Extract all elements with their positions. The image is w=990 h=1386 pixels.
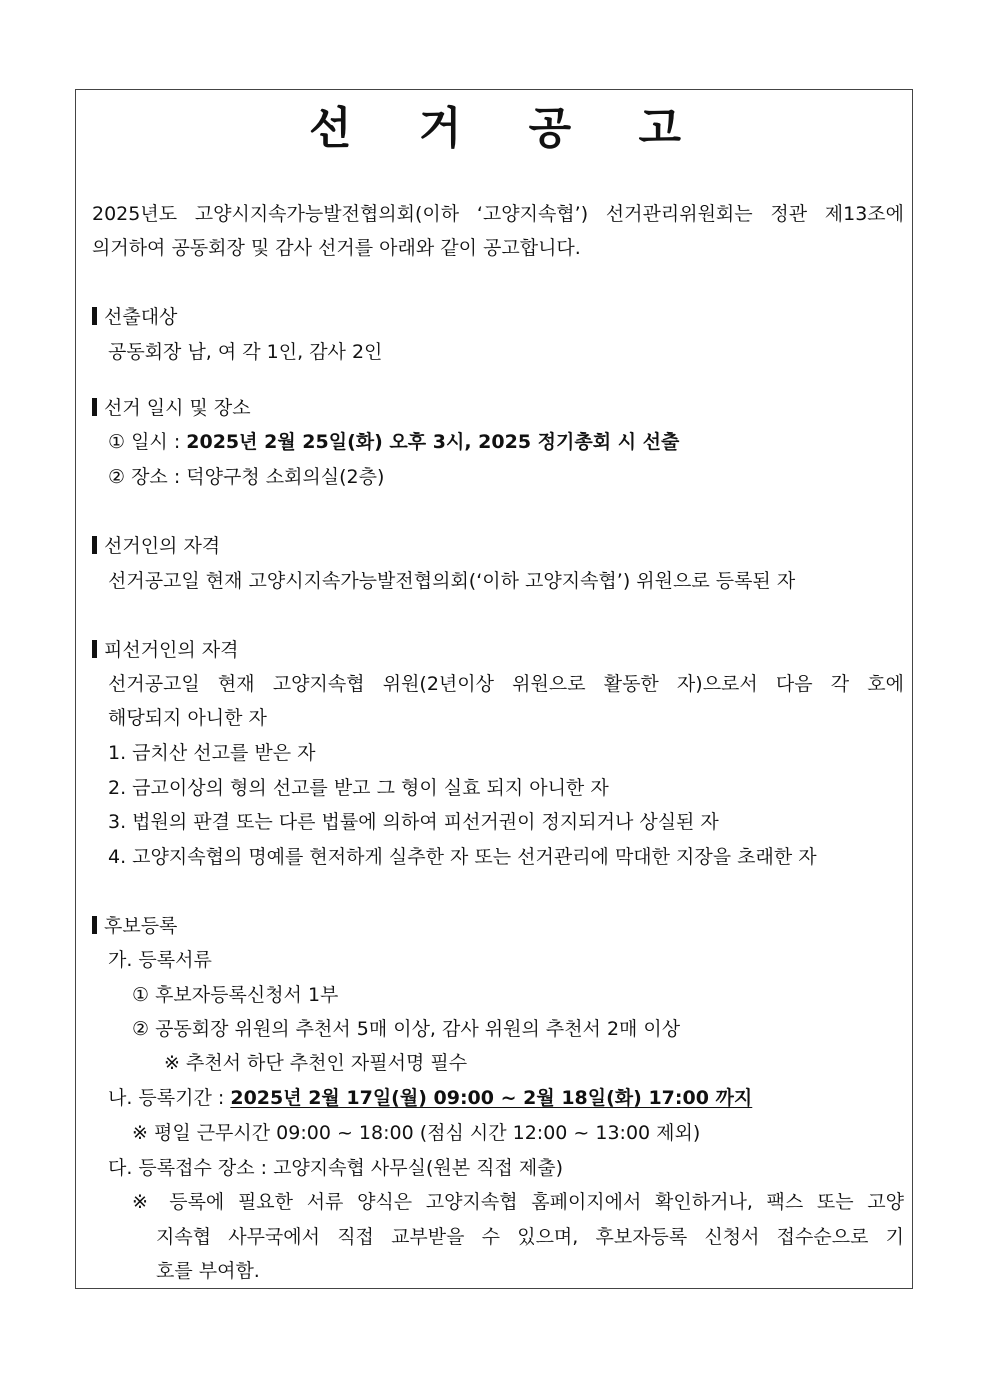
voter-body: 선거공고일 현재 고양시지속가능발전협의회(‘이하 고양지속협’) 위원으로 등록된 자	[108, 570, 796, 592]
heading-bar-icon	[92, 640, 97, 658]
heading-bar-icon	[92, 307, 97, 325]
registration-ga-item-1: ① 후보자등록신청서 1부	[132, 984, 339, 1006]
section-heading-target	[92, 305, 177, 329]
section-heading-schedule	[92, 396, 251, 420]
target-body: 공동회장 남, 여 각 1인, 감사 2인	[108, 341, 383, 363]
candidate-body-1: 선거공고일 현재 고양지속협 위원(2년이상 위원으로 활동한 자)으로서 다음 각 호에	[108, 673, 905, 695]
section-heading-text: 피선거인의 자격	[104, 639, 239, 661]
schedule-date-value: 2025년 2월 25일(화) 오후 3시, 2025 정기총회 시 선출	[186, 431, 680, 453]
registration-da-note-2: 지속협 사무국에서 직접 교부받을 수 있으며, 후보자등록 신청서 접수순으로 기	[156, 1226, 904, 1248]
page-title: 선 거 공 고	[309, 103, 707, 154]
section-heading-candidate	[92, 638, 239, 662]
section-heading-voter	[92, 534, 220, 558]
section-heading-text: 후보등록	[104, 915, 178, 937]
list-item: 3. 법원의 판결 또는 다른 법률에 의하여 피선거권이 정지되거나 상실된 자	[108, 811, 719, 833]
section-heading-text: 선거 일시 및 장소	[104, 397, 251, 419]
registration-ga: 가. 등록서류	[108, 949, 212, 971]
heading-bar-icon	[92, 916, 97, 934]
list-item: 4. 고양지속협의 명예를 현저하게 실추한 자 또는 선거관리에 막대한 지장을 초래한 자	[108, 846, 817, 868]
registration-period-label: 나. 등록기간 :	[108, 1087, 231, 1109]
registration-period-value: 2025년 2월 17일(월) 09:00 ~ 2월 18일(화) 17:00 까지	[230, 1087, 753, 1109]
section-heading-text: 선거인의 자격	[104, 535, 221, 557]
registration-ga-item-2: ② 공동회장 위원의 추천서 5매 이상, 감사 위원의 추천서 2매 이상	[132, 1018, 681, 1040]
registration-da-note-3: 호를 부여함.	[156, 1260, 260, 1282]
heading-bar-icon	[92, 536, 97, 554]
intro-line-2: 의거하여 공동회장 및 감사 선거를 아래와 같이 공고합니다.	[92, 237, 581, 259]
list-item: 1. 금치산 선고를 받은 자	[108, 742, 316, 764]
section-heading-text: 선출대상	[104, 306, 178, 328]
registration-da: 다. 등록접수 장소 : 고양지속협 사무실(원본 직접 제출)	[108, 1157, 563, 1179]
schedule-item-date	[108, 430, 679, 454]
registration-da-note-1: ※ 등록에 필요한 서류 양식은 고양지속협 홈페이지에서 확인하거나, 팩스 또는 고양	[132, 1191, 904, 1213]
heading-bar-icon	[92, 398, 97, 416]
registration-ga-note: ※ 추천서 하단 추천인 자필서명 필수	[164, 1052, 468, 1074]
intro-line-1: 2025년도 고양시지속가능발전협의회(이하 ‘고양지속협’) 선거관리위원회는 정관 제13조에	[92, 203, 904, 225]
list-item: 2. 금고이상의 형의 선고를 받고 그 형이 실효 되지 아니한 자	[108, 777, 609, 799]
schedule-date-label: ① 일시 :	[108, 431, 187, 453]
candidate-body-2: 해당되지 아니한 자	[108, 707, 267, 729]
registration-na	[108, 1086, 752, 1110]
registration-na-note: ※ 평일 근무시간 09:00 ~ 18:00 (점심 시간 12:00 ~ 13:00 제외)	[132, 1122, 701, 1144]
section-heading-registration	[92, 914, 177, 938]
schedule-item-place: ② 장소 : 덕양구청 소회의실(2층)	[108, 466, 385, 488]
